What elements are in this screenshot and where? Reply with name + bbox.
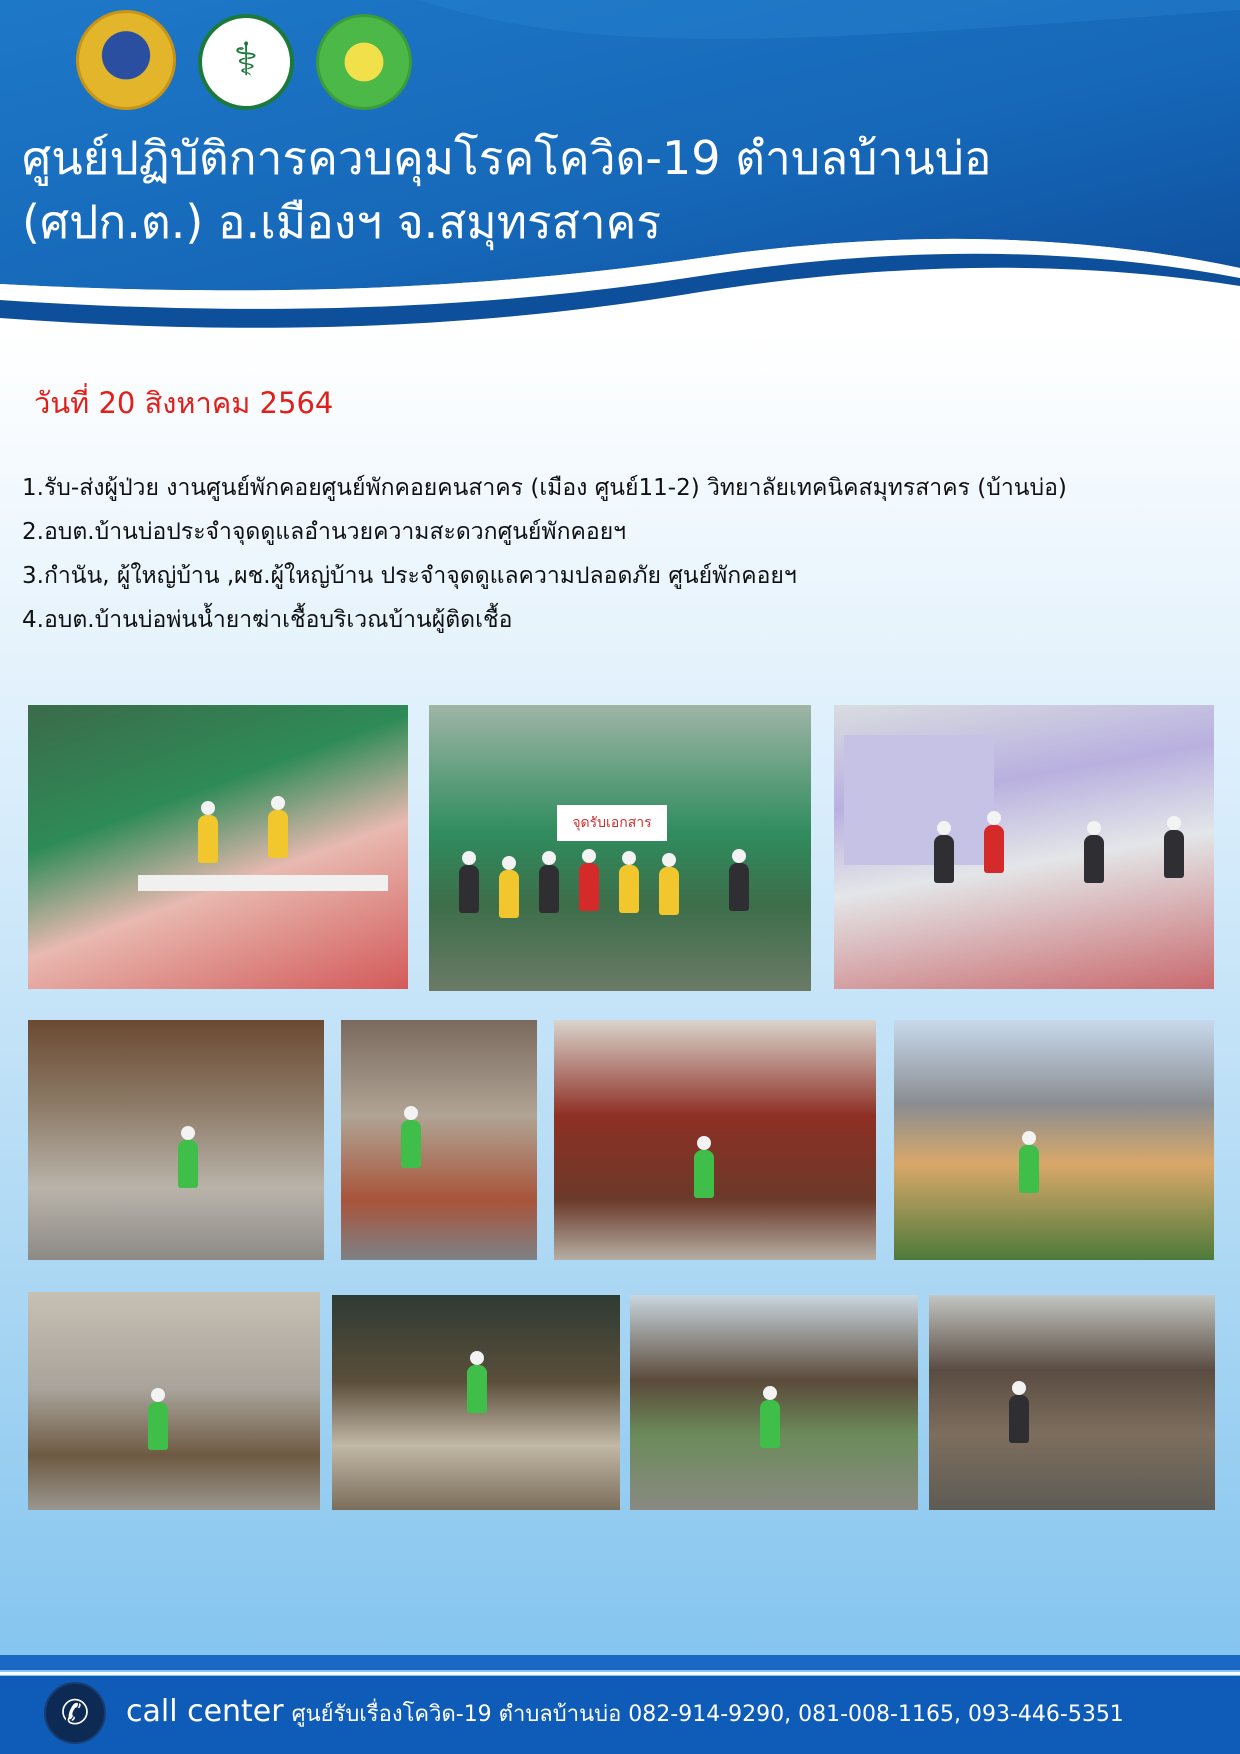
photo-disinfection-kitchen [929, 1295, 1215, 1510]
photo-truck-unloading [834, 705, 1214, 989]
list-item: 4.อบต.บ้านบ่อพ่นน้ำยาฆ่าเชื้อบริเวณบ้านผู้ติดเชื้อ [22, 607, 513, 633]
footer-divider [0, 1655, 1240, 1670]
truck-cargo-shape [844, 735, 994, 865]
report-date: วันที่ 20 สิงหาคม 2564 [34, 386, 334, 420]
activity-list [22, 466, 1067, 642]
list-item: 1.รับ-ส่งผู้ป่วย งานศูนย์พักคอยศูนย์พักคอยคนสาคร (เมือง ศูนย์11-2) วิทยาลัยเทคนิคสมุทรสาคร (บ้านบ่อ) [22, 475, 1067, 501]
phone-icon: ✆ [44, 1682, 106, 1744]
footer-divider-highlight [0, 1672, 1240, 1675]
list-item: 3.กำนัน, ผู้ใหญ่บ้าน ,ผช.ผู้ใหญ่บ้าน ประจำจุดดูแลความปลอดภัย ศูนย์พักคอยฯ [22, 563, 797, 589]
photo-disinfection-wooden-shed [332, 1295, 620, 1510]
table-shape [138, 875, 388, 891]
call-center-info [126, 1694, 1124, 1731]
title-line-2: (ศปก.ต.) อ.เมืองฯ จ.สมุทรสาคร [22, 195, 662, 249]
photo-disinfection-open-hall [28, 1020, 324, 1260]
call-center-numbers: ศูนย์รับเรื่องโควิด-19 ตำบลบ้านบ่อ 082-914-9290, 081-008-1165, 093-446-5351 [291, 1702, 1124, 1727]
photo-disinfection-hallway [341, 1020, 537, 1260]
photo-disinfection-backyard [630, 1295, 918, 1510]
title-line-1: ศูนย์ปฏิบัติการควบคุมโรคโควิด-19 ตำบลบ้านบ่อ [22, 131, 992, 185]
logo-row [76, 10, 412, 110]
photo-registration-desk [28, 705, 408, 989]
header-banner [0, 0, 1240, 340]
photo-group-at-tent [429, 705, 811, 991]
list-item: 2.อบต.บ้านบ่อประจำจุดดูแลอำนวยความสะดวกศูนย์พักคอยฯ [22, 519, 627, 545]
provincial-seal-icon [76, 10, 176, 110]
photo-disinfection-small-house [894, 1020, 1214, 1260]
tent-sign: จุดรับเอกสาร [557, 805, 667, 841]
page-title [22, 126, 992, 254]
photo-disinfection-indoor [28, 1292, 320, 1510]
caduceus-icon [198, 14, 294, 110]
subdistrict-seal-icon [316, 14, 412, 110]
call-center-label: call center [126, 1694, 284, 1729]
photo-disinfection-red-house [554, 1020, 876, 1260]
